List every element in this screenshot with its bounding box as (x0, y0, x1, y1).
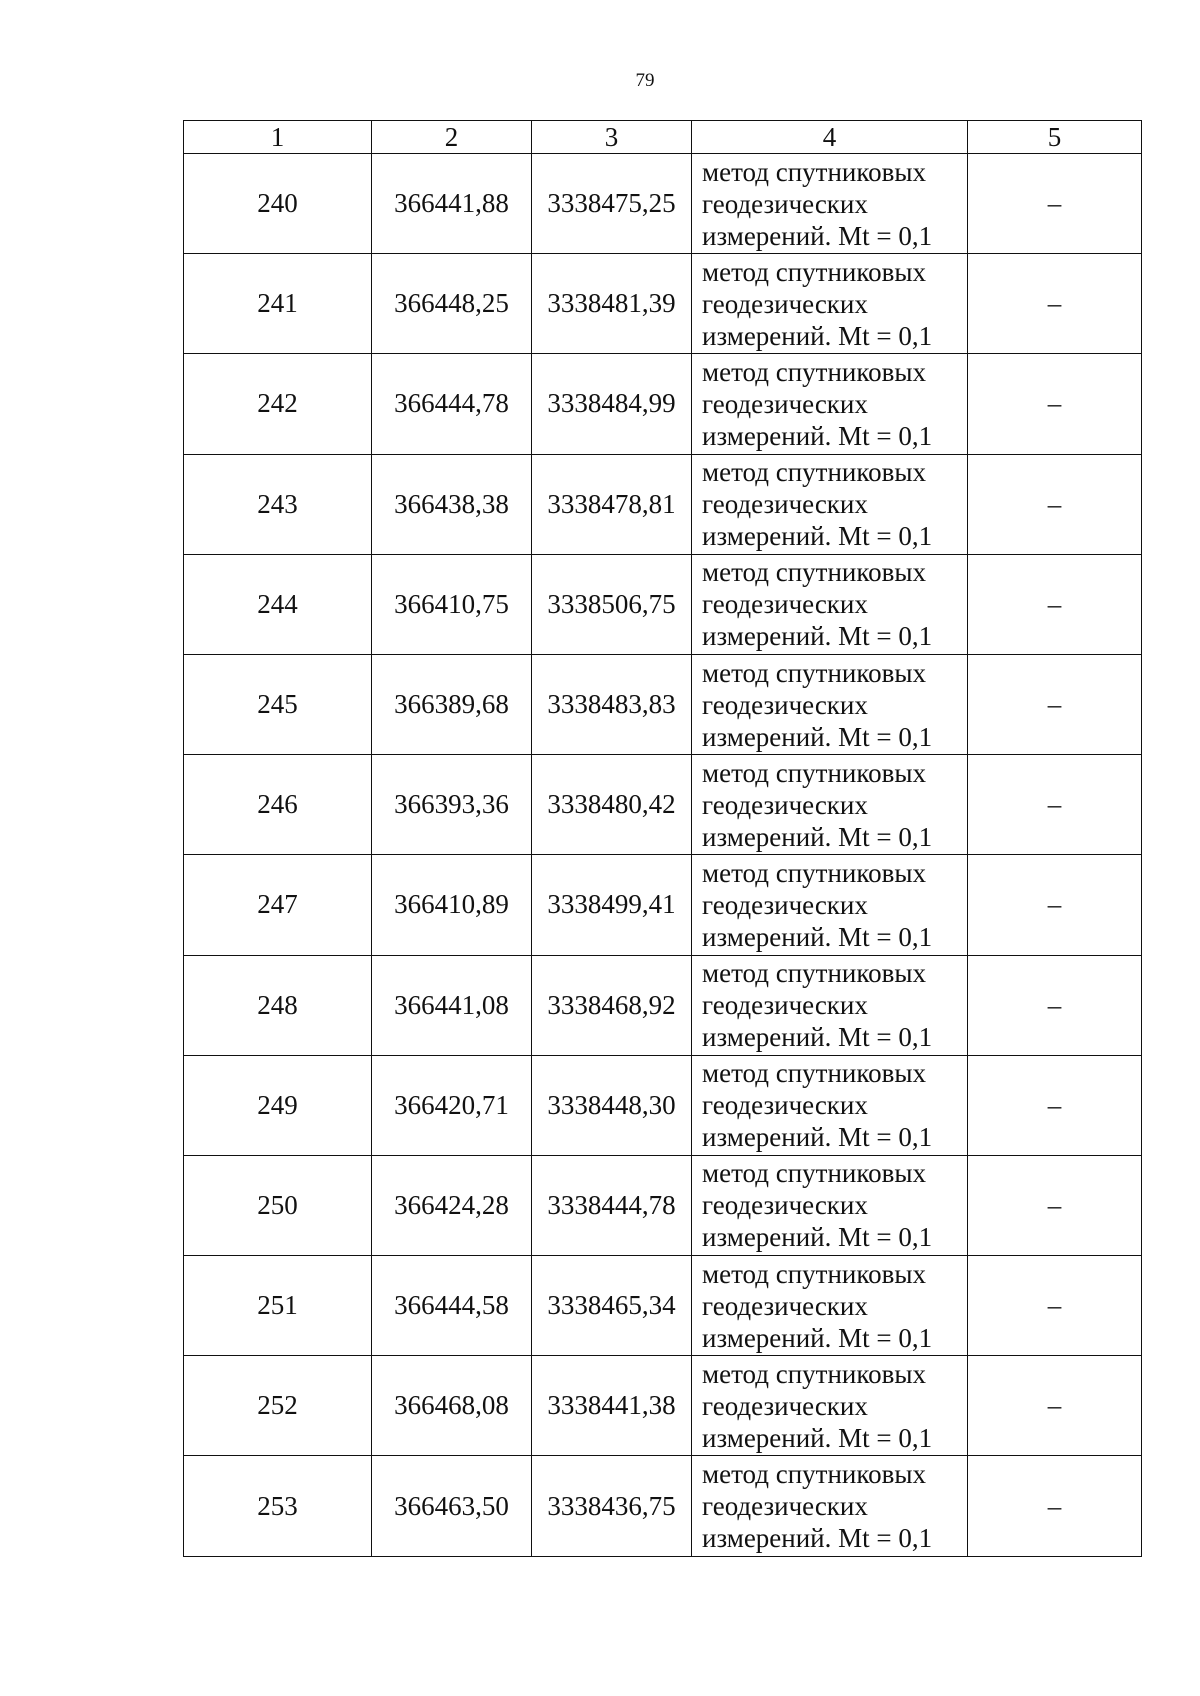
method-description (692, 654, 968, 754)
point-number: 245 (184, 654, 372, 754)
method-line-1: метод спутниковых (702, 356, 926, 387)
point-number: 244 (184, 554, 372, 654)
table-row (184, 1155, 1142, 1255)
x-coordinate: 366410,75 (372, 554, 532, 654)
column-header-2: 2 (372, 121, 532, 154)
method-line-1: метод спутниковых (702, 457, 926, 488)
method-line-3: измерений. Mt = 0,1 (702, 1022, 933, 1053)
method-line-2: геодезических (702, 489, 868, 520)
page-number: 79 (635, 70, 655, 91)
point-number: 252 (184, 1356, 372, 1456)
method-line-1: метод спутниковых (702, 1258, 926, 1289)
note-dash: – (968, 755, 1142, 855)
x-coordinate: 366441,08 (372, 955, 532, 1055)
y-coordinate: 3338480,42 (532, 755, 692, 855)
point-number: 246 (184, 755, 372, 855)
note-dash: – (968, 354, 1142, 454)
note-dash: – (968, 1155, 1142, 1255)
x-coordinate: 366393,36 (372, 755, 532, 855)
method-line-1: метод спутниковых (702, 256, 926, 287)
table-row (184, 1456, 1142, 1556)
column-header-3: 3 (532, 121, 692, 154)
x-coordinate: 366441,88 (372, 154, 532, 254)
method-line-3: измерений. Mt = 0,1 (702, 521, 933, 552)
method-line-3: измерений. Mt = 0,1 (702, 1523, 933, 1554)
y-coordinate: 3338444,78 (532, 1155, 692, 1255)
column-header-4: 4 (692, 121, 968, 154)
y-coordinate: 3338484,99 (532, 354, 692, 454)
method-line-3: измерений. Mt = 0,1 (702, 320, 933, 351)
method-line-1: метод спутниковых (702, 1459, 926, 1490)
method-description (692, 254, 968, 354)
y-coordinate: 3338481,39 (532, 254, 692, 354)
method-line-2: геодезических (702, 388, 868, 419)
table-row (184, 254, 1142, 354)
method-description (692, 1155, 968, 1255)
x-coordinate: 366463,50 (372, 1456, 532, 1556)
table-row (184, 654, 1142, 754)
y-coordinate: 3338499,41 (532, 855, 692, 955)
method-line-1: метод спутниковых (702, 1058, 926, 1089)
method-description (692, 454, 968, 554)
method-line-3: измерений. Mt = 0,1 (702, 420, 933, 451)
method-line-1: метод спутниковых (702, 857, 926, 888)
method-line-3: измерений. Mt = 0,1 (702, 1122, 933, 1153)
point-number: 251 (184, 1256, 372, 1356)
method-line-1: метод спутниковых (702, 757, 926, 788)
x-coordinate: 366424,28 (372, 1155, 532, 1255)
method-line-2: геодезических (702, 689, 868, 720)
method-line-3: измерений. Mt = 0,1 (702, 1422, 933, 1453)
x-coordinate: 366448,25 (372, 254, 532, 354)
note-dash: – (968, 1356, 1142, 1456)
header-row (184, 121, 1142, 154)
y-coordinate: 3338483,83 (532, 654, 692, 754)
method-line-3: измерений. Mt = 0,1 (702, 220, 933, 251)
method-line-2: геодезических (702, 1090, 868, 1121)
table-row (184, 1256, 1142, 1356)
y-coordinate: 3338475,25 (532, 154, 692, 254)
method-line-2: геодезических (702, 589, 868, 620)
x-coordinate: 366444,78 (372, 354, 532, 454)
x-coordinate: 366410,89 (372, 855, 532, 955)
method-line-1: метод спутниковых (702, 557, 926, 588)
x-coordinate: 366444,58 (372, 1256, 532, 1356)
method-line-1: метод спутниковых (702, 657, 926, 688)
table-row (184, 1055, 1142, 1155)
method-description (692, 354, 968, 454)
method-description (692, 1055, 968, 1155)
table-row (184, 354, 1142, 454)
y-coordinate: 3338436,75 (532, 1456, 692, 1556)
method-description (692, 1356, 968, 1456)
method-line-1: метод спутниковых (702, 1358, 926, 1389)
method-description (692, 1256, 968, 1356)
note-dash: – (968, 154, 1142, 254)
y-coordinate: 3338506,75 (532, 554, 692, 654)
x-coordinate: 366438,38 (372, 454, 532, 554)
note-dash: – (968, 1055, 1142, 1155)
method-description (692, 755, 968, 855)
point-number: 243 (184, 454, 372, 554)
x-coordinate: 366468,08 (372, 1356, 532, 1456)
note-dash: – (968, 1456, 1142, 1556)
point-number: 250 (184, 1155, 372, 1255)
method-line-2: геодезических (702, 288, 868, 319)
method-line-2: геодезических (702, 1390, 868, 1421)
method-line-2: геодезических (702, 990, 868, 1021)
note-dash: – (968, 254, 1142, 354)
x-coordinate: 366389,68 (372, 654, 532, 754)
method-line-1: метод спутниковых (702, 958, 926, 989)
column-header-1: 1 (184, 121, 372, 154)
method-description (692, 554, 968, 654)
y-coordinate: 3338478,81 (532, 454, 692, 554)
y-coordinate: 3338448,30 (532, 1055, 692, 1155)
method-line-2: геодезических (702, 889, 868, 920)
x-coordinate: 366420,71 (372, 1055, 532, 1155)
method-line-2: геодезических (702, 1491, 868, 1522)
note-dash: – (968, 454, 1142, 554)
method-line-3: измерений. Mt = 0,1 (702, 621, 933, 652)
method-line-2: геодезических (702, 789, 868, 820)
point-number: 253 (184, 1456, 372, 1556)
point-number: 240 (184, 154, 372, 254)
table-row (184, 755, 1142, 855)
table-row (184, 1356, 1142, 1456)
column-header-5: 5 (968, 121, 1142, 154)
method-line-3: измерений. Mt = 0,1 (702, 921, 933, 952)
note-dash: – (968, 1256, 1142, 1356)
method-description (692, 154, 968, 254)
method-line-3: измерений. Mt = 0,1 (702, 1322, 933, 1353)
point-number: 242 (184, 354, 372, 454)
table-row (184, 955, 1142, 1055)
method-line-2: геодезических (702, 1290, 868, 1321)
method-line-3: измерений. Mt = 0,1 (702, 721, 933, 752)
method-line-3: измерений. Mt = 0,1 (702, 1222, 933, 1253)
table-row (184, 554, 1142, 654)
table-row (184, 154, 1142, 254)
y-coordinate: 3338468,92 (532, 955, 692, 1055)
table-body (184, 154, 1142, 1557)
note-dash: – (968, 855, 1142, 955)
method-line-2: геодезических (702, 1190, 868, 1221)
table-row (184, 855, 1142, 955)
coordinates-table (183, 120, 1142, 1557)
table-header (184, 121, 1142, 154)
method-line-3: измерений. Mt = 0,1 (702, 821, 933, 852)
method-description (692, 955, 968, 1055)
method-line-2: геодезических (702, 188, 868, 219)
y-coordinate: 3338441,38 (532, 1356, 692, 1456)
point-number: 241 (184, 254, 372, 354)
table-row (184, 454, 1142, 554)
note-dash: – (968, 554, 1142, 654)
point-number: 248 (184, 955, 372, 1055)
method-description (692, 1456, 968, 1556)
point-number: 247 (184, 855, 372, 955)
note-dash: – (968, 654, 1142, 754)
method-line-1: метод спутниковых (702, 1158, 926, 1189)
y-coordinate: 3338465,34 (532, 1256, 692, 1356)
note-dash: – (968, 955, 1142, 1055)
method-description (692, 855, 968, 955)
point-number: 249 (184, 1055, 372, 1155)
method-line-1: метод спутниковых (702, 156, 926, 187)
